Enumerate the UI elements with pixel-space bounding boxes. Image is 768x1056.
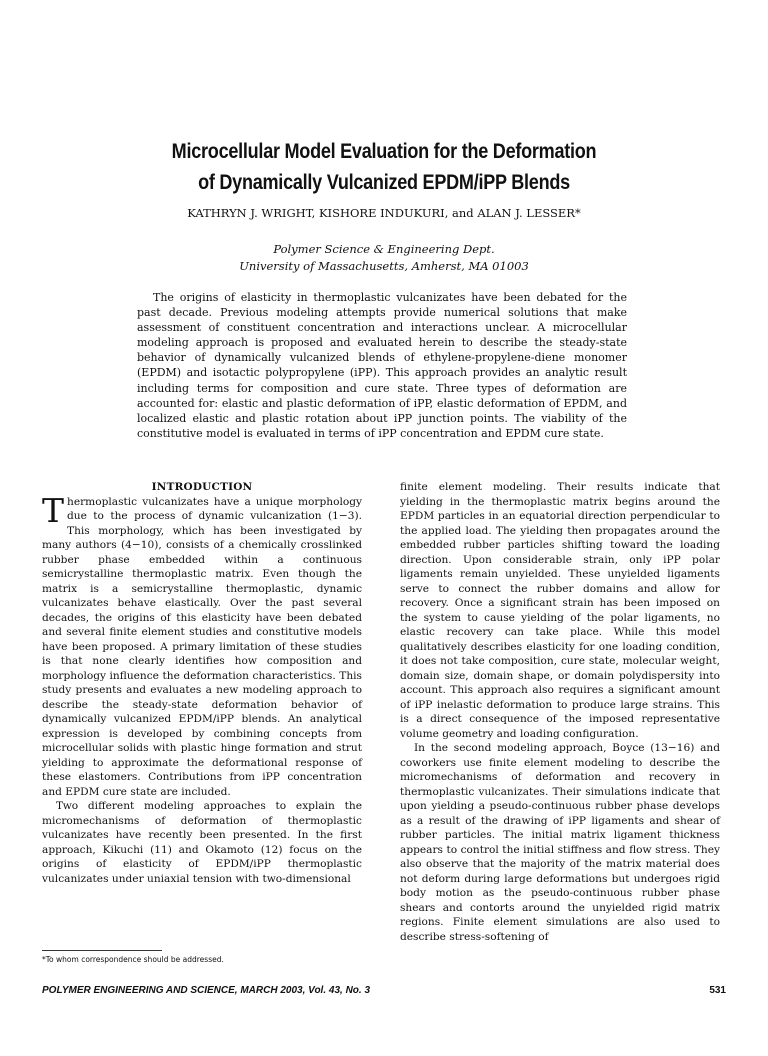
affiliation (60, 241, 708, 275)
affiliation-line-2: University of Massachusetts, Amherst, MA 01003 (239, 259, 529, 273)
intro-paragraph-1-text: hermoplastic vulcanizates have a unique morphology due to the process of dynamic vulcanization (1−3). This morphology, which has been investigated by many authors (4−10), consists of a chemically crosslinked rubber phase embedded within a continuous semicrystalline thermoplastic matrix. Even though the matrix is a semicrystalline thermoplastic, dynamic vulcanizates behave elastically. Over the past several decades, the origins of this elasticity have been debated and several finite element studies and constitutive models have been proposed. A primary limitation of these studies is that none clearly identifies how composition and morphology influence the deformation characteristics. This study presents and evaluates a new modeling approach to describe the steady-state deformation behavior of dynamically vulcanized EPDM/iPP blends. An analytical expression is developed by combining concepts from microcellular solids with plastic hinge formation and strut yielding to approximate the deformational response of these elastomers. Contributions from iPP concentration and EPDM cure state are included. (42, 495, 362, 798)
affiliation-line-1: Polymer Science & Engineering Dept. (273, 242, 495, 256)
intro-paragraph-4: In the second modeling approach, Boyce (13−16) and coworkers use finite element modeling to describe the micromechanisms of deformation and recovery in thermoplastic vulcanizates. Their simulations indicate that upon yielding a pseudo-continuous rubber phase develops as a result of the drawing of iPP ligaments and shear of rubber particles. The initial matrix ligament thickness appears to control the initial stiffness and flow stress. They also observe that the majority of the matrix material does not deform during large deformations but undergoes rigid body motion as the pseudo-continuous rubber phase shears and contorts around the unyielded rigid matrix regions. Finite element simulations are also used to describe stress-softening of (400, 742, 720, 943)
paper-title (105, 136, 662, 198)
right-column (400, 480, 720, 944)
title-line-2: of Dynamically Vulcanized EPDM/iPP Blends (198, 171, 570, 194)
footnote-divider (42, 950, 162, 951)
drop-cap: T (42, 490, 65, 530)
title-line-1: Microcellular Model Evaluation for the Deformation (171, 140, 597, 163)
page-number: 531 (709, 985, 726, 996)
intro-paragraph-1 (42, 490, 362, 800)
left-column (42, 480, 362, 886)
abstract: The origins of elasticity in thermoplastic vulcanizates have been debated for the past decade. Previous modeling attempts provide numerical solutions that make assessment of constituent concentration and interactions unclear. A microcellular modeling approach is proposed and evaluated herein to describe the steady-state behavior of dynamically vulcanized blends of ethylene-propylene-diene monomer (EPDM) and isotactic polypropylene (iPP). This approach provides an analytic result including terms for composition and cure state. Three types of deformation are accounted for: elastic and plastic deformation of iPP, elastic deformation of EPDM, and localized elastic and plastic rotation about iPP junction points. The viability of the constitutive model is evaluated in terms of iPP concentration and EPDM cure state. (137, 291, 627, 440)
intro-paragraph-3: finite element modeling. Their results indicate that yielding in the thermoplastic matrix begins around the EPDM particles in an equatorial direction perpendicular to the applied load. The yielding then propagates around the embedded rubber particles shifting toward the loading direction. Upon considerable strain, only iPP polar ligaments remain unyielded. These unyielded ligaments serve to connect the rubber domains and allow for recovery. Once a significant strain has been imposed on the system to cause yielding of the polar ligaments, no elastic recovery can take place. While this model qualitatively describes elasticity for one loading condition, it does not take composition, cure state, molecular weight, domain size, domain shape, or domain polydispersity into account. This approach also requires a significant amount of iPP inelastic deformation to produce large strains. This is a direct consequence of the imposed representative volume geometry and loading configuration. (400, 481, 720, 740)
footnote: *To whom correspondence should be addressed. (42, 955, 224, 964)
journal-footer: POLYMER ENGINEERING AND SCIENCE, MARCH 2003, Vol. 43, No. 3 (42, 985, 371, 996)
section-heading: INTRODUCTION (151, 481, 253, 493)
author-list: KATHRYN J. WRIGHT, KISHORE INDUKURI, and ALAN J. LESSER* (187, 206, 581, 220)
intro-paragraph-2: Two different modeling approaches to explain the micromechanisms of deformation of thermoplastic vulcanizates have recently been presented. In the first approach, Kikuchi (11) and Okamoto (12) focus on the origins of elasticity of EPDM/iPP thermoplastic vulcanizates under uniaxial tension with two-dimensional (42, 800, 362, 885)
